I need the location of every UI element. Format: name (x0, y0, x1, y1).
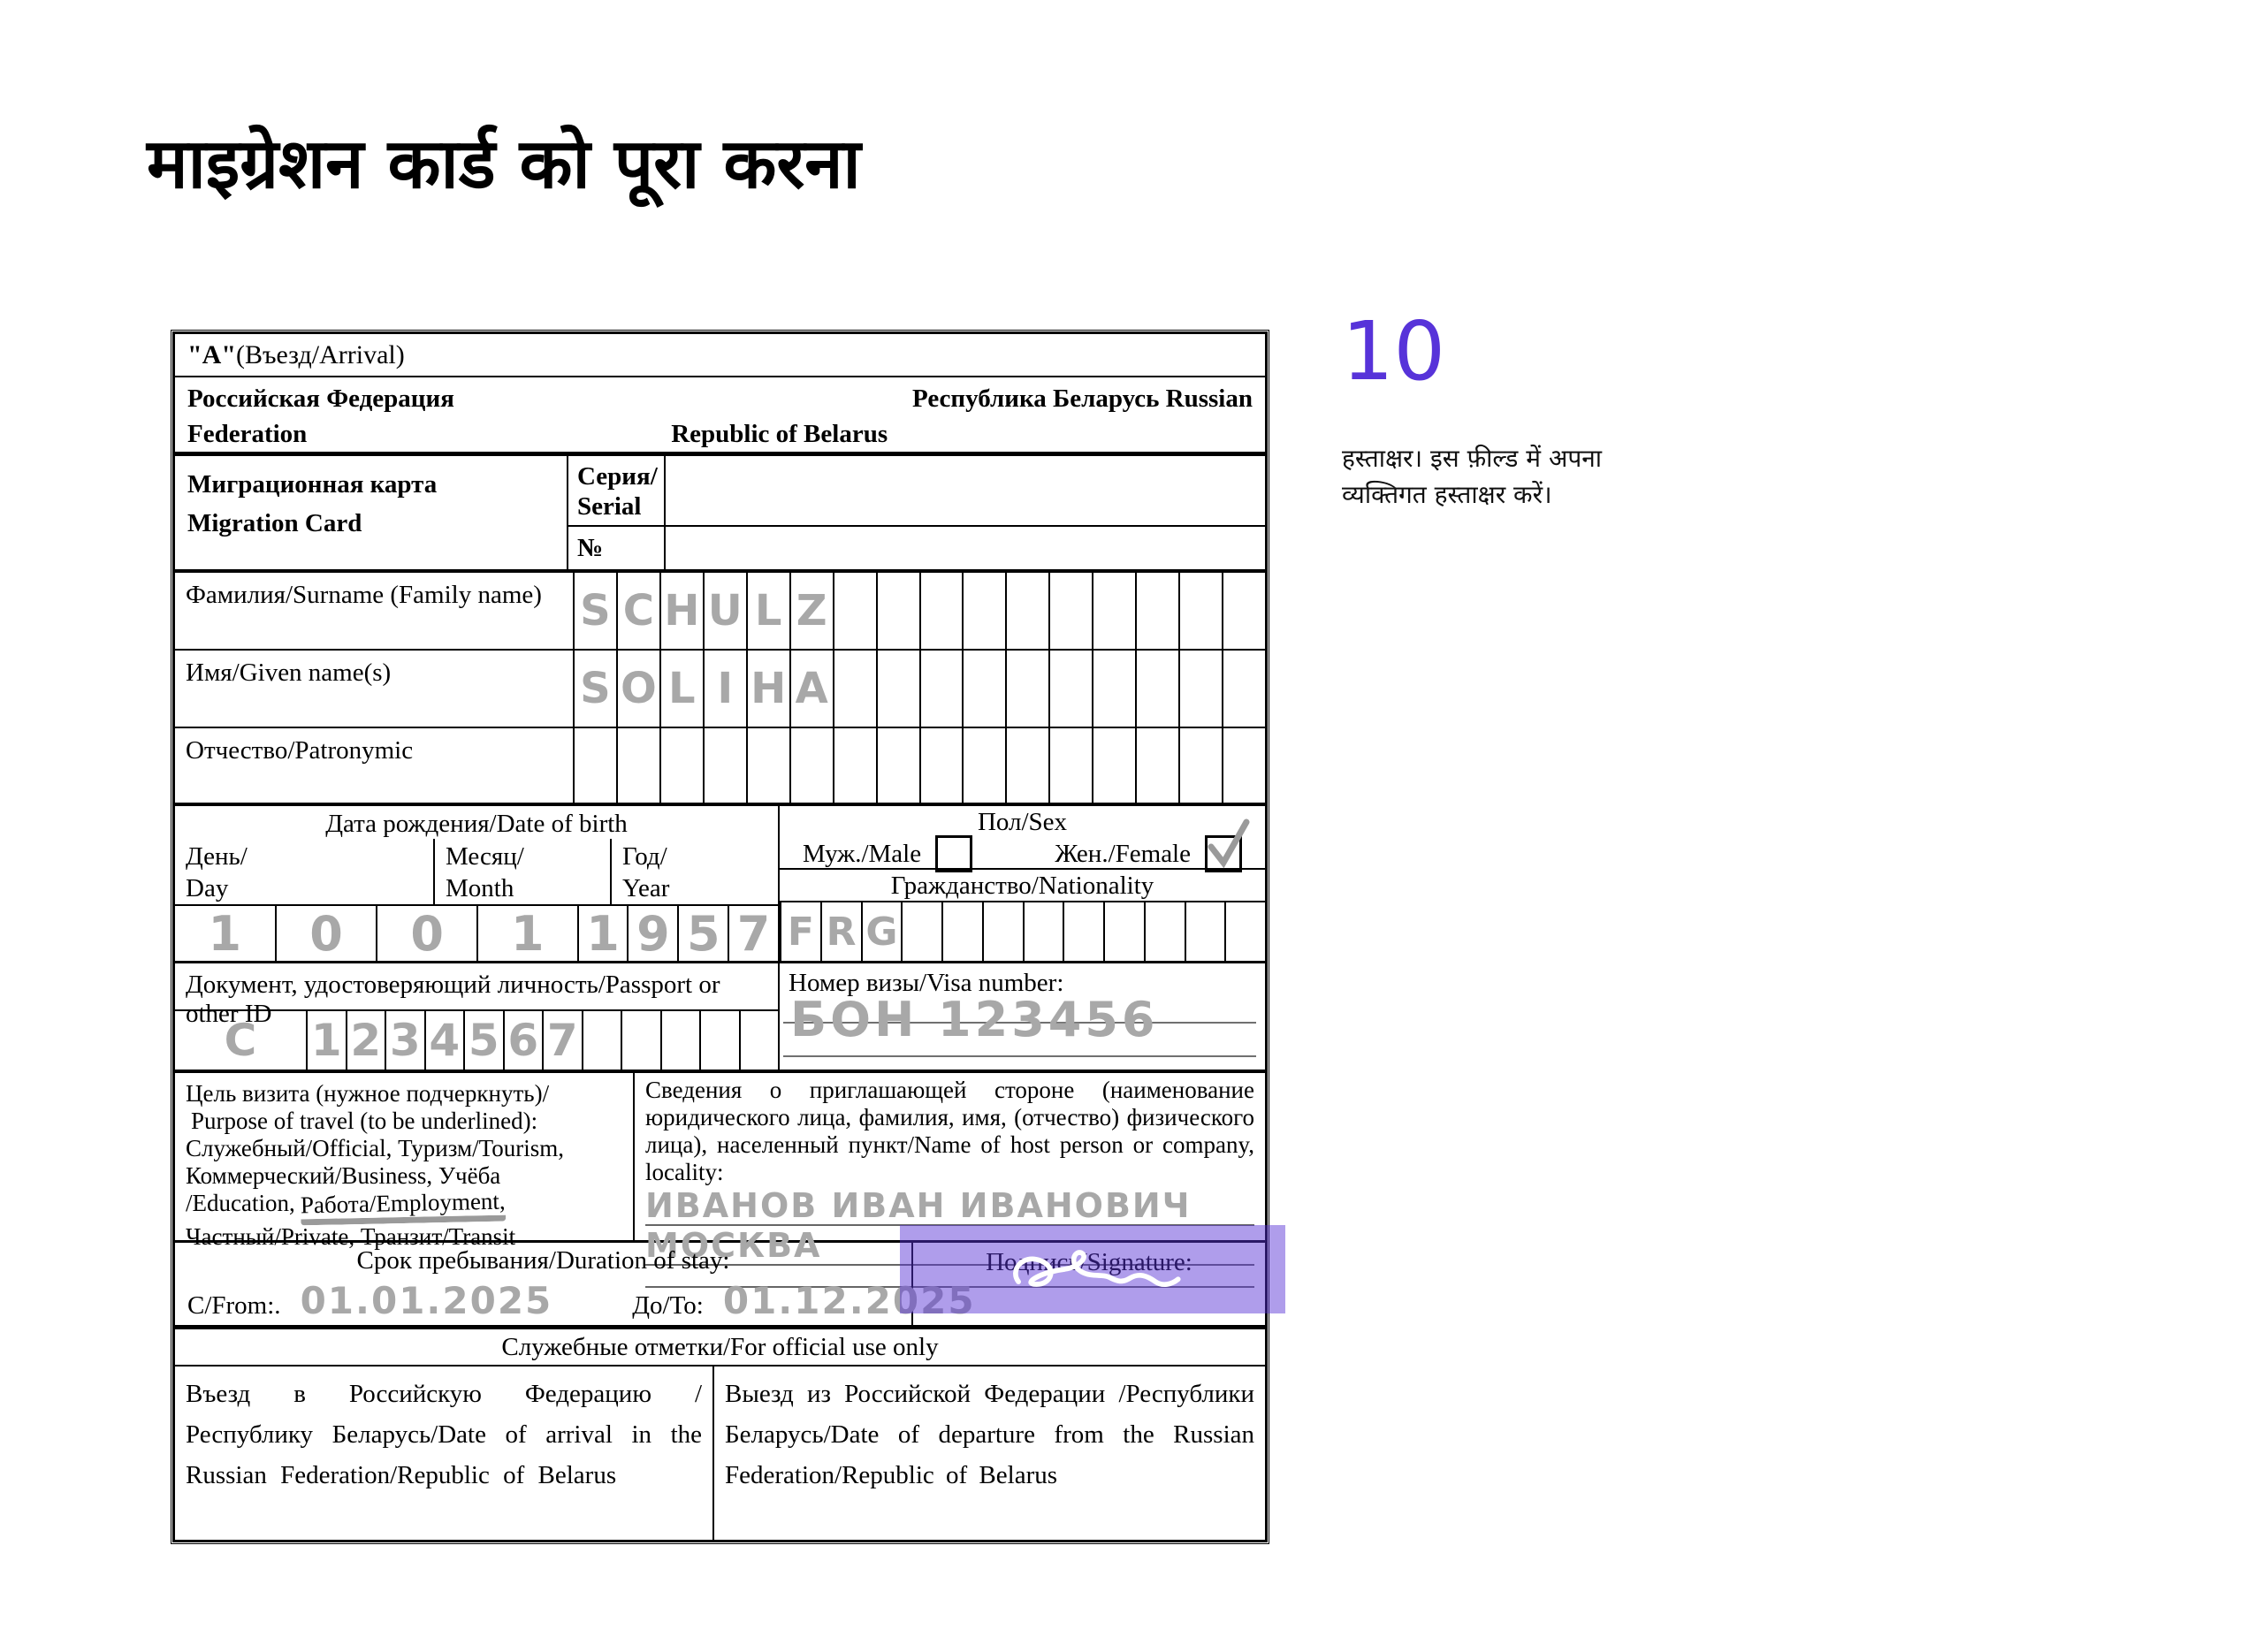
grid-cell (1005, 573, 1048, 649)
signature-highlight (900, 1225, 1285, 1313)
federation-ru-right: Республика Беларусь Russian (912, 384, 1253, 413)
passport-series-cell: C (224, 1015, 257, 1066)
given-name-label: Имя/Given name(s) (186, 659, 392, 687)
grid-cell (789, 728, 833, 803)
grid-cell (1005, 728, 1048, 803)
visa-section (778, 963, 1265, 1070)
grid-cell: 5 (677, 906, 728, 962)
dmy-labels (175, 839, 778, 904)
grid-cell: 3 (385, 1011, 424, 1070)
visa-value: БОН 123456 (790, 992, 1159, 1047)
dob-header: Дата рождения/Date of birth (325, 810, 628, 838)
grid-cell (919, 573, 963, 649)
grid-cell: S (573, 573, 616, 649)
grid-cell: 0 (376, 906, 476, 962)
to-label: До/To: (632, 1291, 704, 1320)
purpose-line: Цель визита (нужное подчеркнуть)/ (186, 1080, 550, 1107)
passport-section (175, 963, 778, 1070)
grid-cell: 2 (346, 1011, 385, 1070)
serial-value-cell (666, 456, 1265, 527)
migration-card-label: Миграционная карта Migration Card (175, 456, 568, 569)
grid-cell (1144, 902, 1185, 961)
grid-cell (699, 1011, 739, 1070)
grid-cell (1048, 573, 1092, 649)
grid-cell: 5 (463, 1011, 503, 1070)
purpose-line: Purpose of travel (to be underlined): (191, 1108, 538, 1134)
checkmark-icon (1204, 815, 1252, 870)
from-value: 01.01.2025 (300, 1279, 553, 1322)
grid-cell: 1 (306, 1011, 346, 1070)
grid-cell (1063, 902, 1103, 961)
underlined-purpose: Работа/Employment, (301, 1188, 506, 1226)
grid-cell (876, 573, 919, 649)
grid-cell (962, 573, 1005, 649)
grid-cell (1222, 728, 1265, 803)
grid-cell (660, 1011, 700, 1070)
female-label: Жен./Female (1055, 839, 1191, 868)
grid-cell (1135, 728, 1178, 803)
male-label: Муж./Male (803, 839, 922, 868)
grid-cell: 9 (627, 906, 677, 962)
passport-number-grid (306, 1011, 778, 1070)
grid-cell (982, 902, 1023, 961)
surname-label: Фамилия/Surname (Family name) (186, 581, 542, 609)
grid-cell (1092, 728, 1135, 803)
surname-row (175, 573, 1265, 651)
grid-cell (1092, 573, 1135, 649)
number-label: № (577, 533, 604, 562)
grid-cell: U (703, 573, 746, 649)
grid-cell (616, 728, 659, 803)
purpose-line: Частный/Private, Транзит/Transit (186, 1223, 516, 1250)
grid-cell (876, 651, 919, 727)
patronymic-row (175, 728, 1265, 806)
grid-cell (1224, 902, 1265, 961)
arrival-type-letter: "А" (187, 339, 236, 369)
federation-en-left: Federation (187, 419, 308, 448)
purpose-line: Коммерческий/Business, Учёба (186, 1162, 501, 1189)
patronymic-grid (573, 728, 1265, 803)
grid-cell: 4 (424, 1011, 464, 1070)
grid-cell (1135, 651, 1178, 727)
stay-header: Срок пребывания/Duration of stay: (356, 1246, 730, 1275)
serial-label-column (568, 456, 666, 569)
migration-card-row (175, 456, 1265, 573)
visa-label: Номер визы/Visa number: (789, 969, 1064, 997)
grid-cell (919, 728, 963, 803)
given-name-grid (573, 651, 1265, 727)
grid-cell: 1 (476, 906, 577, 962)
grid-cell: H (746, 651, 789, 727)
grid-cell (739, 1011, 779, 1070)
sex-header: Пол/Sex (977, 808, 1068, 836)
grid-cell (962, 728, 1005, 803)
grid-cell (1185, 902, 1225, 961)
surname-grid (573, 573, 1265, 649)
date-cells (175, 904, 778, 962)
number-value-cell (666, 527, 1265, 569)
host-city-line: МОСКВА (645, 1227, 1254, 1266)
from-label: C/From:. (187, 1291, 281, 1320)
arrival-type-label: (Въезд/Arrival) (235, 339, 405, 369)
grid-cell (1178, 651, 1222, 727)
day-label: День/ Day (186, 842, 248, 902)
grid-cell (1023, 902, 1063, 961)
grid-cell: 6 (503, 1011, 543, 1070)
grid-cell: I (703, 651, 746, 727)
host-name-line: ИВАНОВ ИВАН ИВАНОВИЧ (645, 1187, 1254, 1226)
grid-cell (1048, 728, 1092, 803)
grid-cell (659, 728, 703, 803)
grid-cell (833, 728, 876, 803)
grid-cell (582, 1011, 621, 1070)
grid-cell: 1 (208, 906, 242, 962)
nationality-header: Гражданство/Nationality (890, 872, 1154, 900)
male-checkbox (935, 835, 972, 872)
nationality-cells (780, 901, 1265, 961)
grid-cell (703, 728, 746, 803)
grid-cell (1178, 573, 1222, 649)
grid-cell (941, 902, 982, 961)
grid-cell: L (659, 651, 703, 727)
serial-value-column (666, 456, 1265, 569)
federation-en-center: Republic of Belarus (671, 419, 888, 448)
female-checkbox (1205, 835, 1242, 872)
passport-label: Документ, удостоверяющий личность/Passport or other ID (186, 971, 720, 1028)
grid-cell: 0 (275, 906, 377, 962)
grid-cell (833, 651, 876, 727)
given-name-row (175, 651, 1265, 728)
grid-cell: O (616, 651, 659, 727)
duration-of-stay-cell (175, 1243, 976, 1325)
grid-cell (962, 651, 1005, 727)
grid-cell: 7 (542, 1011, 582, 1070)
passport-cells (175, 1009, 778, 1070)
arrival-date-cell: Въезд в Российскую Федерацию /Республику Беларусь/Date of arrival in the Russian Federation/Republic of Belarus (175, 1367, 714, 1540)
sex-field (780, 806, 1265, 870)
arrival-header-row (175, 334, 1265, 377)
departure-date-cell: Выезд из Российской Федерации /Республики Беларусь/Date of departure from the Russian Federation/Republic of Belarus (725, 1380, 1254, 1489)
grid-cell (833, 573, 876, 649)
grid-cell: A (789, 651, 833, 727)
official-use-header: Служебные отметки/For official use only (175, 1329, 1265, 1367)
grid-cell (573, 728, 616, 803)
step-number: 10 (1342, 304, 1446, 399)
year-label: Год/ Year (610, 839, 778, 904)
serial-label: Серия/ Serial (568, 456, 664, 527)
federation-ru-left: Российская Федерация (187, 384, 454, 413)
grid-cell (1103, 902, 1144, 961)
sex-nationality-section (778, 806, 1265, 961)
patronymic-label: Отчество/Patronymic (186, 736, 414, 765)
grid-cell: S (573, 651, 616, 727)
to-value: 01.12.2025 (722, 1279, 976, 1322)
grid-cell: L (746, 573, 789, 649)
grid-cell (1005, 651, 1048, 727)
step-description: हस्ताक्षर। इस फ़ील्ड में अपना व्यक्तिगत हस्ताक्षर करें। (1342, 444, 1603, 509)
birth-sex-row (175, 806, 1265, 963)
ruled-line (783, 1055, 1256, 1057)
day-grid (175, 906, 376, 962)
purpose-line: /Education, Работа/Employment, (186, 1190, 626, 1223)
official-dates-row (175, 1367, 1265, 1540)
grid-cell (1178, 728, 1222, 803)
grid-cell: C (616, 573, 659, 649)
grid-cell: Z (789, 573, 833, 649)
grid-cell: R (820, 902, 861, 961)
month-label: Месяц/ Month (433, 839, 610, 904)
spacer (1252, 420, 1253, 449)
grid-cell: 1 (577, 906, 628, 962)
grid-cell (1135, 573, 1178, 649)
host-label: Сведения о приглашающей стороне (наименование юридического лица, фамилия, имя, (отчество) физического лица), населенный пункт/Name of host person or company, locality: (645, 1077, 1254, 1185)
purpose-of-travel-cell (175, 1073, 635, 1250)
grid-cell: 7 (728, 906, 778, 962)
grid-cell (621, 1011, 660, 1070)
grid-cell (1092, 651, 1135, 727)
purpose-line: Служебный/Official, Туризм/Tourism, (186, 1135, 564, 1161)
grid-cell (1222, 651, 1265, 727)
date-of-birth-section (175, 806, 778, 961)
grid-cell (919, 651, 963, 727)
federation-header (175, 377, 1265, 456)
grid-cell (1048, 651, 1092, 727)
nationality-grid (780, 902, 1265, 961)
signature-icon (969, 1243, 1234, 1299)
grid-cell (746, 728, 789, 803)
month-grid (376, 906, 576, 962)
grid-cell (901, 902, 941, 961)
migration-card-form (172, 331, 1268, 1542)
grid-cell: F (780, 902, 820, 961)
page-title: माइग्रेशन कार्ड को पूरा करना (147, 125, 861, 204)
grid-cell (1222, 573, 1265, 649)
signature-label: Подпись/Signature: (986, 1248, 1192, 1276)
grid-cell: G (861, 902, 902, 961)
grid-cell: H (659, 573, 703, 649)
grid-cell (876, 728, 919, 803)
passport-visa-row (175, 963, 1265, 1073)
year-grid (577, 906, 778, 962)
